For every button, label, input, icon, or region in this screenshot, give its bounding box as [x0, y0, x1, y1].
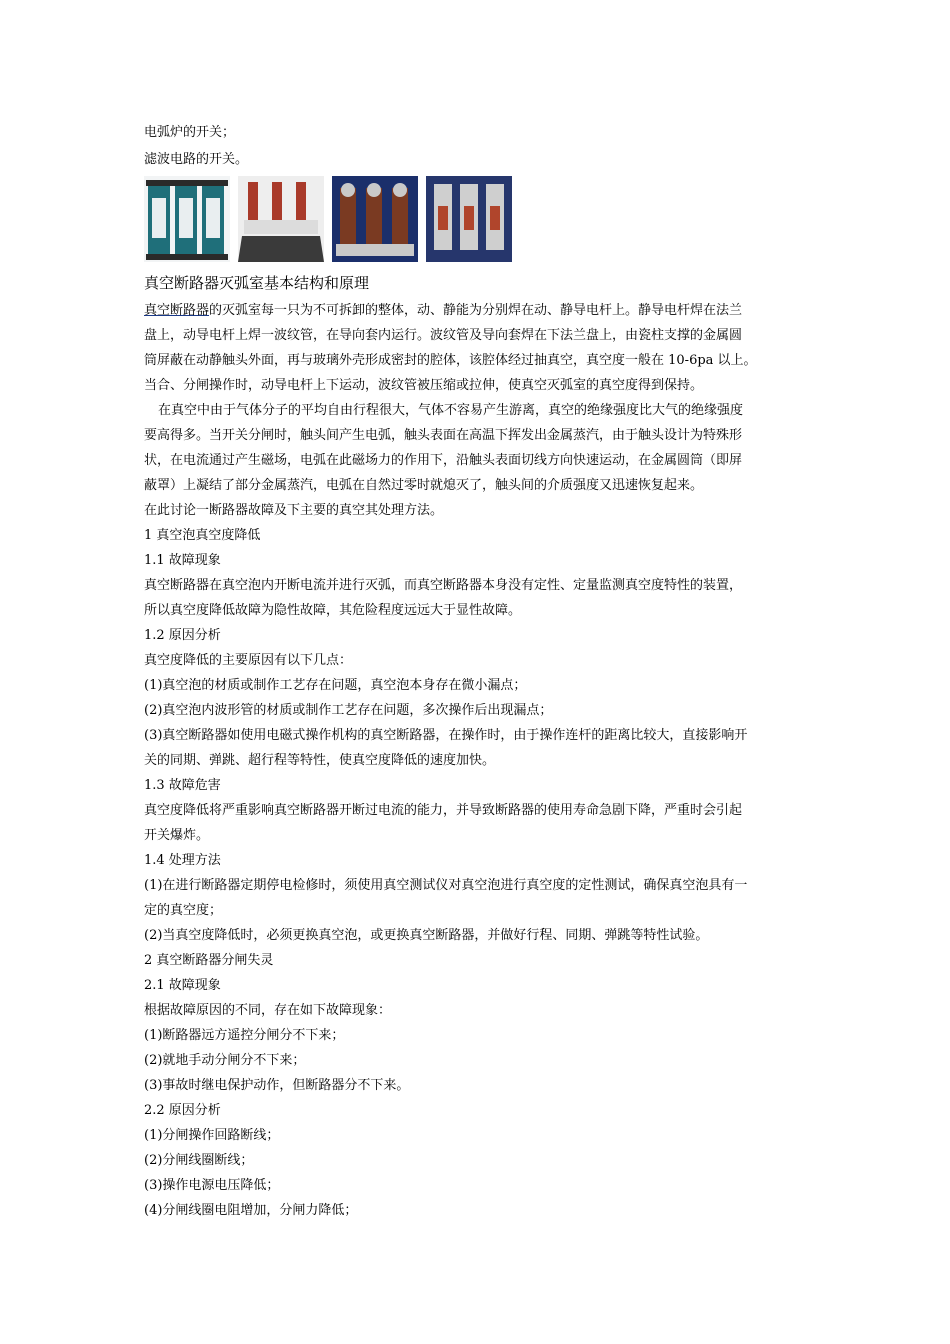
section-title: 真空断路器灭弧室基本结构和原理	[144, 274, 370, 292]
text-line: 关的同期、弹跳、超行程等特性，使真空度降低的速度加快。	[144, 753, 496, 768]
text-line: 当合、分闸操作时，动导电杆上下运动，波纹管被压缩或拉伸，使真空灭弧室的真空度得到保持。	[144, 378, 704, 393]
text-line: 真空度降低的主要原因有以下几点：	[144, 653, 353, 668]
list-item: (3)真空断路器如使用电磁式操作机构的真空断路器，在操作时，由于操作连杆的距离比较大，直接影响开	[144, 728, 748, 743]
heading-2-2: 2.2 原因分析	[144, 1103, 221, 1118]
text-line: 真空度降低将严重影响真空断路器开断过电流的能力，并导致断路器的使用寿命急剧下降，严重时会引起	[144, 803, 743, 818]
paragraph-principle	[144, 398, 812, 498]
text-line: 所以真空度降低故障为隐性故障，其危险程度远远大于显性故障。	[144, 603, 522, 618]
breaker-photo-1	[144, 176, 230, 262]
list-item: (2)分闸线圈断线；	[144, 1153, 254, 1168]
list-item: (1)断路器远方遥控分闸分不下来；	[144, 1028, 345, 1043]
photo-strip	[144, 176, 812, 262]
heading-1: 1 真空泡真空度降低	[144, 528, 261, 543]
heading-1-4: 1.4 处理方法	[144, 853, 221, 868]
heading-1-3: 1.3 故障危害	[144, 778, 221, 793]
list-item: (2)真空泡内波形管的材质或制作工艺存在问题，多次操作后出现漏点；	[144, 703, 553, 718]
breaker-photo-3	[332, 176, 418, 262]
breaker-photo-2	[238, 176, 324, 262]
list-item: (2)就地手动分闸分不下来；	[144, 1053, 306, 1068]
breaker-photo-4	[426, 176, 512, 262]
text-line: 滤波电路的开关。	[144, 152, 249, 167]
breaker-link[interactable]: 真空断路器	[144, 303, 210, 318]
paragraph-structure	[144, 298, 812, 398]
document-page	[144, 120, 812, 1223]
text-line: 定的真空度；	[144, 903, 223, 918]
text-line: 盘上，动导电杆上焊一波纹管，在导向套内运行。波纹管及导向套焊在下法兰盘上，由瓷柱支撑的金属圆	[144, 328, 743, 343]
text-line: 根据故障原因的不同，存在如下故障现象：	[144, 1003, 392, 1018]
heading-1-2: 1.2 原因分析	[144, 628, 221, 643]
list-item: (4)分闸线圈电阻增加，分闸力降低；	[144, 1203, 358, 1218]
text-line: 筒屏蔽在动静触头外面，再与玻璃外壳形成密封的腔体，该腔体经过抽真空，真空度一般在 10-6pa 以上。	[144, 353, 757, 368]
text-line: 在此讨论一断路器故障及下主要的真空其处理方法。	[144, 503, 444, 518]
text-line: 的灭弧室每一只为不可拆卸的整体，动、静能为分别焊在动、静导电杆上。静导电杆焊在法兰	[209, 303, 743, 318]
heading-2-1: 2.1 故障现象	[144, 978, 221, 993]
text-line: 状，在电流通过产生磁场，电弧在此磁场力的作用下，沿触头表面切线方向快速运动，在金属圆筒（即屏	[144, 453, 743, 468]
text-line: 在真空中由于气体分子的平均自由行程很大，气体不容易产生游离，真空的绝缘强度比大气的绝缘强度	[158, 403, 744, 418]
list-item: (2)当真空度降低时，必须更换真空泡，或更换真空断路器，并做好行程、同期、弹跳等特性试验。	[144, 928, 709, 943]
heading-2: 2 真空断路器分闸失灵	[144, 953, 274, 968]
text-line: 要高得多。当开关分闸时，触头间产生电弧，触头表面在高温下挥发出金属蒸汽，由于触头设计为特殊形	[144, 428, 743, 443]
text-line: 电弧炉的开关；	[144, 125, 236, 140]
list-item: (1)分闸操作回路断线；	[144, 1128, 280, 1143]
list-item: (1)真空泡的材质或制作工艺存在问题，真空泡本身存在微小漏点；	[144, 678, 527, 693]
text-line: 蔽罩）上凝结了部分金属蒸汽，电弧在自然过零时就熄灭了，触头间的介质强度又迅速恢复起来。	[144, 478, 704, 493]
fault-list	[144, 498, 812, 1223]
text-line: 开关爆炸。	[144, 828, 210, 843]
list-item: (3)事故时继电保护动作，但断路器分不下来。	[144, 1078, 410, 1093]
heading-1-1: 1.1 故障现象	[144, 553, 221, 568]
text-line: 真空断路器在真空泡内开断电流并进行灭弧，而真空断路器本身没有定性、定量监测真空度特性的装置，	[144, 578, 743, 593]
list-item: (1)在进行断路器定期停电检修时，须使用真空测试仪对真空泡进行真空度的定性测试，确保真空泡具有一	[144, 878, 748, 893]
list-item: (3)操作电源电压降低；	[144, 1178, 280, 1193]
